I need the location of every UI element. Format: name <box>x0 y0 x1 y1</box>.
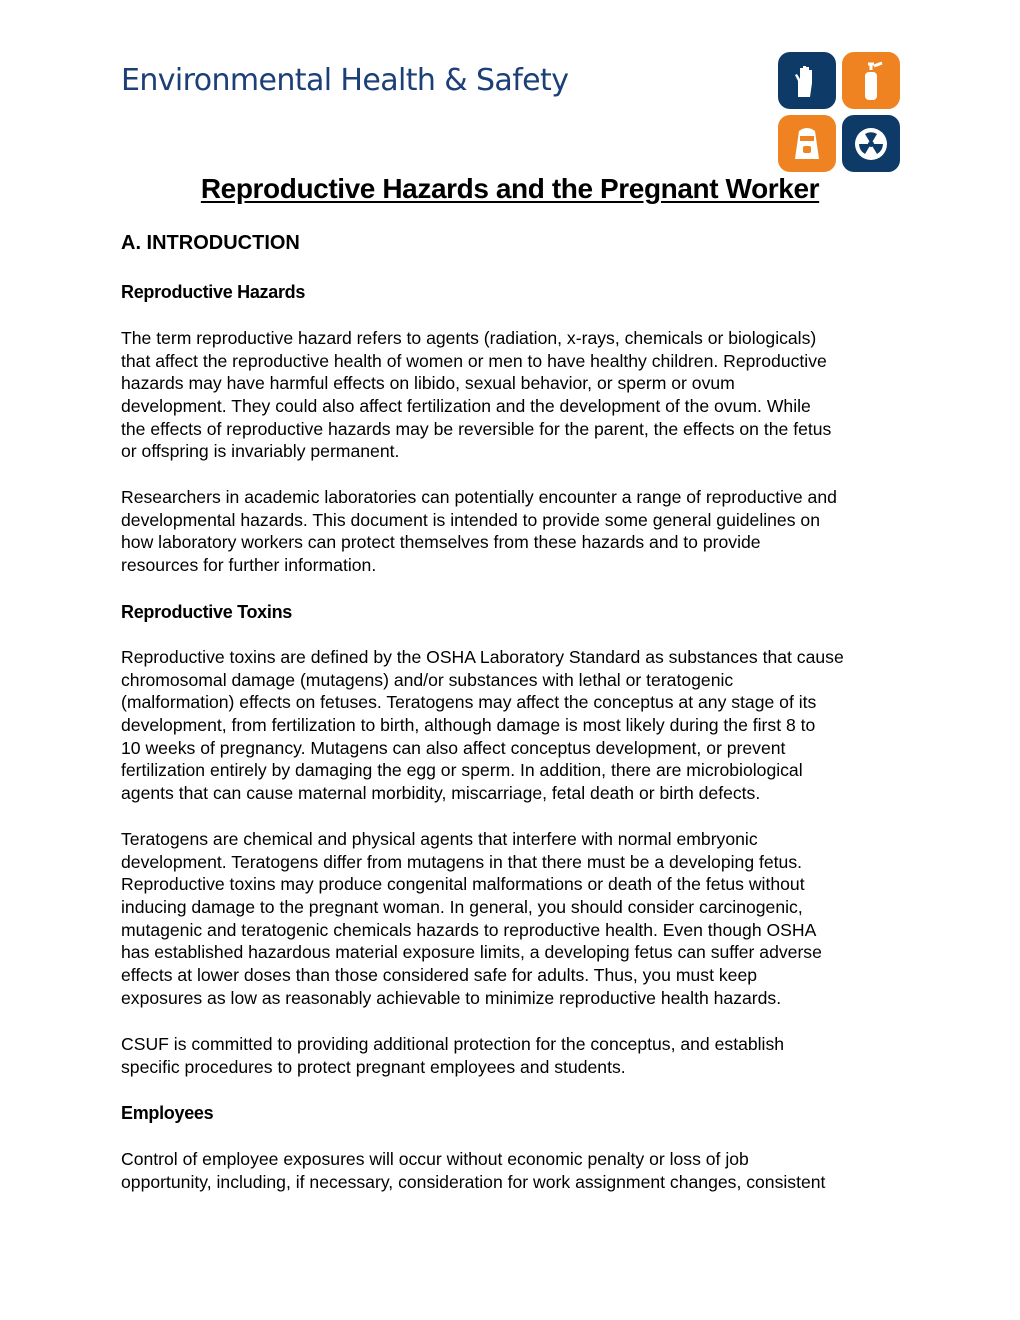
text-line: exposures as low as reasonably achievable to minimize reproductive health hazards. <box>121 987 782 1008</box>
text-line: developmental hazards. This document is intended to provide some general guidelines on <box>121 509 820 530</box>
text-line: fertilization entirely by damaging the egg or sperm. In addition, there are microbiological <box>121 760 803 781</box>
text-line: has established hazardous material exposure limits, a developing fetus can suffer adverse <box>121 942 822 963</box>
text-line: mutagenic and teratogenic chemicals hazards to reproductive health. Even though OSHA <box>121 919 817 940</box>
section-heading: A. INTRODUCTION <box>121 232 300 254</box>
text-line: The term reproductive hazard refers to agents (radiation, x-rays, chemicals or biologicals) <box>121 328 817 348</box>
text-line: chromosomal damage (mutagens) and/or substances with lethal or teratogenic <box>121 669 734 690</box>
text-line: the effects of reproductive hazards may be reversible for the parent, the effects on the fetus <box>121 418 832 439</box>
paragraph <box>121 828 822 1010</box>
text-line: inducing damage to the pregnant woman. In general, you should consider carcinogenic, <box>121 897 803 918</box>
subheading-reproductive-toxins: Reproductive Toxins <box>121 602 292 622</box>
radiation-icon <box>842 115 900 172</box>
paragraph <box>121 1033 784 1078</box>
paragraph <box>121 1148 825 1193</box>
text-line: Reproductive toxins may produce congenital malformations or death of the fetus without <box>121 874 805 895</box>
text-line: development. They could also affect fertilization and the development of the ovum. While <box>121 396 811 417</box>
text-line: Researchers in academic laboratories can potentially encounter a range of reproductive and <box>121 487 837 507</box>
text-line: CSUF is committed to providing additional protection for the conceptus, and establish <box>121 1034 785 1054</box>
text-line: specific procedures to protect pregnant employees and students. <box>121 1056 626 1077</box>
text-line: Control of employee exposures will occur without economic penalty or loss of job <box>121 1149 749 1169</box>
text-line: Teratogens are chemical and physical agents that interfere with normal embryonic <box>121 829 758 849</box>
text-line: 10 weeks of pregnancy. Mutagens can also affect conceptus development, or prevent <box>121 737 786 758</box>
text-line: resources for further information. <box>121 555 377 576</box>
text-line: effects at lower doses than those considered safe for adults. Thus, you must keep <box>121 965 758 986</box>
page-title: Reproductive Hazards and the Pregnant Worker <box>200 173 820 204</box>
text-line: development, from fertilization to birth, although damage is most likely during the first 8 to <box>121 715 816 736</box>
subheading-reproductive-hazards: Reproductive Hazards <box>121 282 306 302</box>
subheading-employees: Employees <box>121 1103 214 1123</box>
text-line: or offspring is invariably permanent. <box>121 441 400 462</box>
text-line: development. Teratogens differ from mutagens in that there must be a developing fetus. <box>121 851 803 872</box>
paragraph <box>121 486 837 577</box>
ehs-logo <box>778 52 900 172</box>
brand-name: Environmental Health & Safety <box>121 63 569 98</box>
paragraph <box>121 646 844 805</box>
paragraph <box>121 327 831 463</box>
text-line: that affect the reproductive health of women or men to have healthy children. Reproductive <box>121 350 827 371</box>
fire-extinguisher-icon <box>842 52 900 109</box>
text-line: agents that can cause maternal morbidity, miscarriage, fetal death or birth defects. <box>121 783 761 804</box>
gloves-icon <box>778 52 836 109</box>
text-line: opportunity, including, if necessary, consideration for work assignment changes, consistent <box>121 1171 826 1192</box>
text-line: how laboratory workers can protect themselves from these hazards and to provide <box>121 532 761 553</box>
text-line: hazards may have harmful effects on libido, sexual behavior, or sperm or ovum <box>121 373 735 394</box>
text-line: Reproductive toxins are defined by the OSHA Laboratory Standard as substances that cause <box>121 647 844 667</box>
text-line: (malformation) effects on fetuses. Teratogens may affect the conceptus at any stage of its <box>121 692 817 713</box>
respirator-icon <box>778 115 836 172</box>
